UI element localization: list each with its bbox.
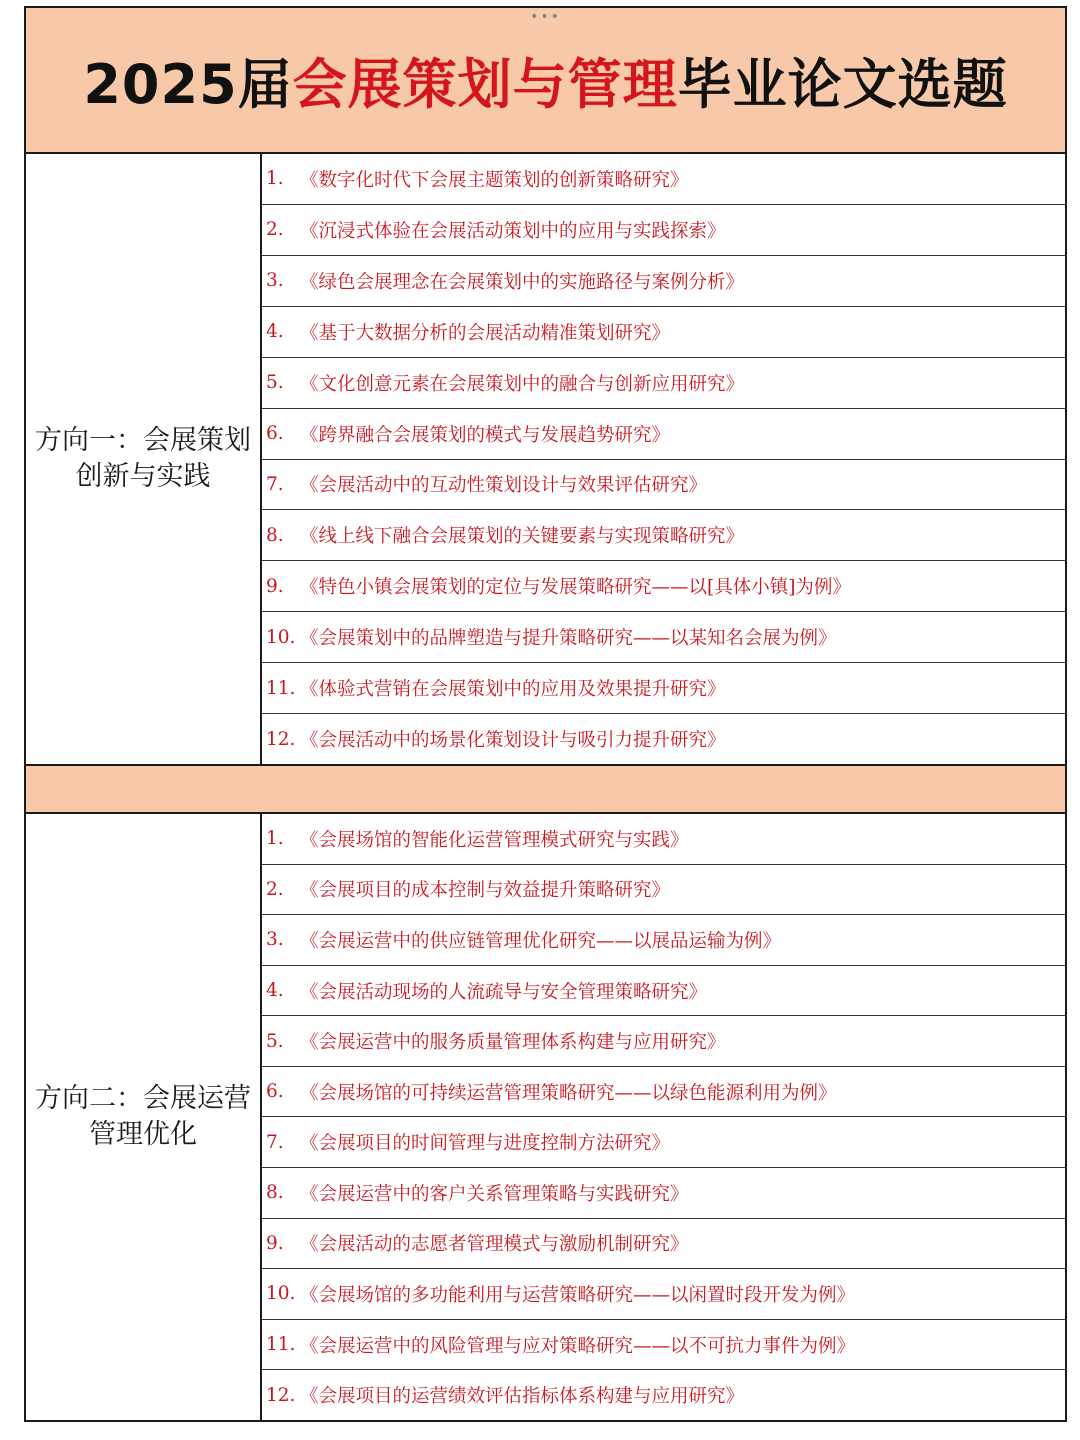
topic-row bbox=[262, 1168, 1065, 1219]
topic-title: 《会展场馆的智能化运营管理模式研究与实践》 bbox=[300, 829, 689, 851]
topic-row bbox=[262, 814, 1065, 865]
topic-row bbox=[262, 966, 1065, 1017]
topic-title: 《会展运营中的供应链管理优化研究——以展品运输为例》 bbox=[300, 930, 782, 952]
direction-line-2: 创新与实践 bbox=[75, 461, 211, 492]
topic-number: 10. bbox=[266, 626, 296, 648]
topic-row bbox=[262, 154, 1065, 205]
topic-number: 5. bbox=[266, 1030, 284, 1052]
topic-title: 《特色小镇会展策划的定位与发展策略研究——以[具体小镇]为例》 bbox=[300, 577, 851, 599]
topic-title: 《会展活动中的互动性策划设计与效果评估研究》 bbox=[300, 475, 708, 497]
topic-title: 《数字化时代下会展主题策划的创新策略研究》 bbox=[300, 169, 689, 191]
topic-title: 《会展运营中的客户关系管理策略与实践研究》 bbox=[300, 1183, 689, 1205]
title-band bbox=[26, 8, 1065, 154]
topic-row bbox=[262, 561, 1065, 612]
topic-title: 《跨界融合会展策划的模式与发展趋势研究》 bbox=[300, 424, 671, 446]
topic-number: 7. bbox=[266, 1131, 284, 1153]
topic-row bbox=[262, 205, 1065, 256]
topic-number: 1. bbox=[266, 168, 284, 190]
topic-title: 《会展项目的运营绩效评估指标体系构建与应用研究》 bbox=[300, 1386, 745, 1408]
topic-row bbox=[262, 256, 1065, 307]
topic-title: 《会展场馆的多功能利用与运营策略研究——以闲置时段开发为例》 bbox=[300, 1284, 856, 1306]
topic-row bbox=[262, 1320, 1065, 1371]
topic-number: 7. bbox=[266, 473, 284, 495]
page-title bbox=[83, 42, 1007, 119]
topic-row bbox=[262, 714, 1065, 764]
topic-row bbox=[262, 1269, 1065, 1320]
direction-line-2: 管理优化 bbox=[89, 1119, 197, 1150]
topic-title: 《基于大数据分析的会展活动精准策划研究》 bbox=[300, 322, 671, 344]
topic-title: 《会展项目的成本控制与效益提升策略研究》 bbox=[300, 880, 671, 902]
topic-row bbox=[262, 865, 1065, 916]
topic-title: 《绿色会展理念在会展策划中的实施路径与案例分析》 bbox=[300, 271, 745, 293]
topic-title: 《文化创意元素在会展策划中的融合与创新应用研究》 bbox=[300, 373, 745, 395]
topic-title: 《会展场馆的可持续运营管理策略研究——以绿色能源利用为例》 bbox=[300, 1082, 837, 1104]
topic-title: 《会展活动现场的人流疏导与安全管理策略研究》 bbox=[300, 981, 708, 1003]
topic-title: 《体验式营销在会展策划中的应用及效果提升研究》 bbox=[300, 679, 726, 701]
more-dots-icon: ••• bbox=[530, 9, 561, 25]
topic-row bbox=[262, 663, 1065, 714]
topic-row bbox=[262, 612, 1065, 663]
topic-number: 8. bbox=[266, 1182, 284, 1204]
topic-number: 11. bbox=[266, 677, 296, 699]
topic-number: 2. bbox=[266, 219, 284, 241]
topic-row bbox=[262, 1117, 1065, 1168]
topic-number: 9. bbox=[266, 1232, 284, 1254]
topic-number: 3. bbox=[266, 929, 284, 951]
topic-number: 4. bbox=[266, 980, 284, 1002]
topic-number: 4. bbox=[266, 321, 284, 343]
topic-table bbox=[24, 6, 1067, 1422]
topic-number: 12. bbox=[266, 728, 296, 750]
topic-row bbox=[262, 409, 1065, 460]
section-direction-one bbox=[26, 154, 1065, 764]
topic-row bbox=[262, 1016, 1065, 1067]
topic-number: 1. bbox=[266, 828, 284, 850]
topic-row bbox=[262, 915, 1065, 966]
topic-number: 10. bbox=[266, 1283, 296, 1305]
topic-number: 11. bbox=[266, 1334, 296, 1356]
section-direction-two bbox=[26, 814, 1065, 1420]
topic-row bbox=[262, 510, 1065, 561]
topic-list bbox=[262, 154, 1065, 764]
topic-number: 12. bbox=[266, 1384, 296, 1406]
topic-title: 《会展策划中的品牌塑造与提升策略研究——以某知名会展为例》 bbox=[300, 628, 837, 650]
topic-title: 《会展运营中的服务质量管理体系构建与应用研究》 bbox=[300, 1032, 726, 1054]
topic-title: 《沉浸式体验在会展活动策划中的应用与实践探索》 bbox=[300, 220, 726, 242]
topic-number: 3. bbox=[266, 270, 284, 292]
topic-row bbox=[262, 1370, 1065, 1420]
direction-label bbox=[26, 814, 262, 1420]
topic-title: 《会展运营中的风险管理与应对策略研究——以不可抗力事件为例》 bbox=[300, 1335, 856, 1357]
topic-number: 9. bbox=[266, 575, 284, 597]
title-suffix: 毕业论文选题 bbox=[677, 52, 1008, 116]
topic-number: 6. bbox=[266, 423, 284, 445]
section-divider-band bbox=[26, 764, 1065, 814]
topic-number: 6. bbox=[266, 1081, 284, 1103]
topic-list bbox=[262, 814, 1065, 1420]
direction-line-1: 方向二：会展运营 bbox=[35, 1083, 251, 1114]
topic-title: 《会展项目的时间管理与进度控制方法研究》 bbox=[300, 1133, 671, 1155]
topic-number: 5. bbox=[266, 372, 284, 394]
topic-title: 《线上线下融合会展策划的关键要素与实现策略研究》 bbox=[300, 526, 745, 548]
topic-number: 8. bbox=[266, 524, 284, 546]
topic-row bbox=[262, 307, 1065, 358]
topic-title: 《会展活动中的场景化策划设计与吸引力提升研究》 bbox=[300, 730, 726, 752]
topic-number: 2. bbox=[266, 878, 284, 900]
title-prefix: 2025届 bbox=[83, 52, 293, 116]
topic-row bbox=[262, 1067, 1065, 1118]
direction-line-1: 方向一：会展策划 bbox=[35, 425, 251, 456]
topic-title: 《会展活动的志愿者管理模式与激励机制研究》 bbox=[300, 1234, 689, 1256]
topic-row bbox=[262, 1219, 1065, 1270]
topic-row bbox=[262, 460, 1065, 511]
title-accent: 会展策划与管理 bbox=[292, 52, 678, 116]
topic-row bbox=[262, 358, 1065, 409]
direction-label bbox=[26, 154, 262, 764]
